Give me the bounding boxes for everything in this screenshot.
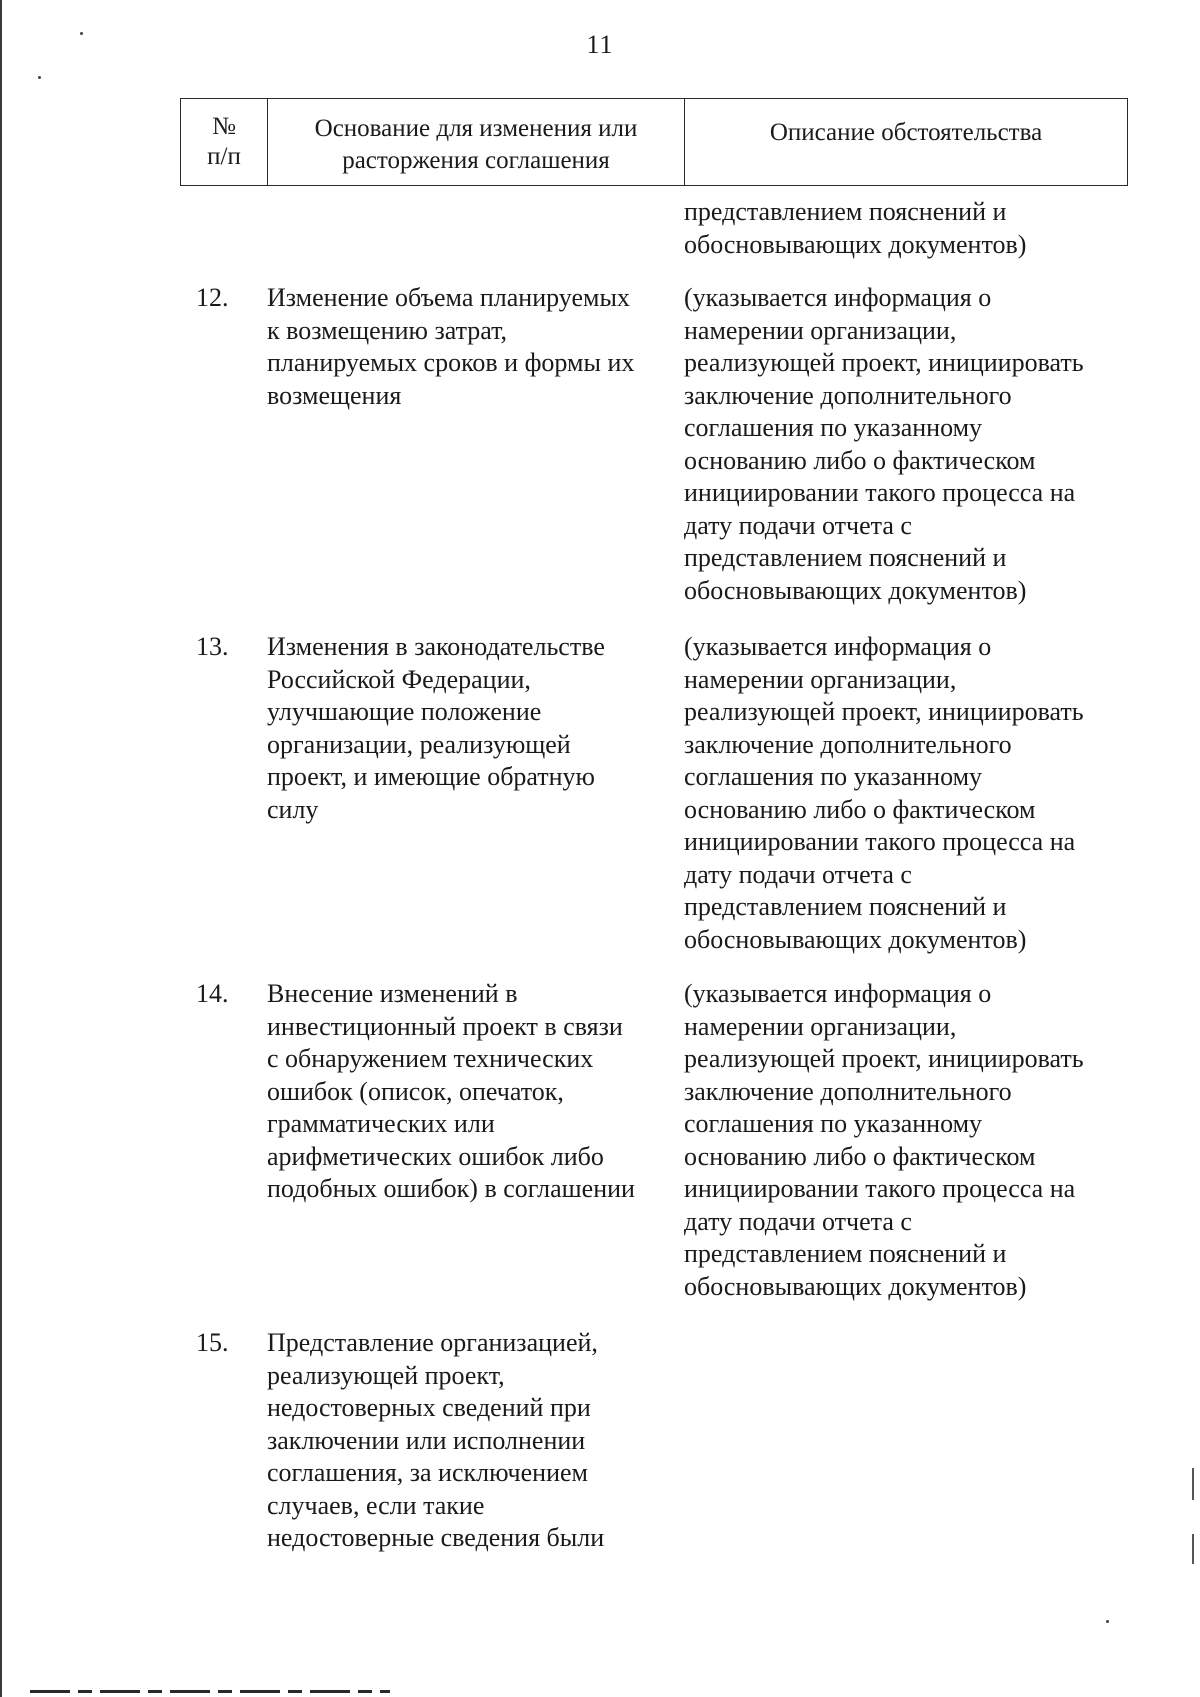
scan-speck	[1106, 1620, 1109, 1623]
scan-edge-mark	[1192, 1468, 1194, 1500]
text-line: ошибок (описок, опечаток,	[267, 1076, 564, 1106]
scan-speck	[38, 76, 41, 79]
text-line: Изменения в законодательстве	[267, 632, 605, 661]
text-line: дату подачи отчета с	[684, 859, 912, 889]
text-line: силу	[267, 794, 319, 824]
text-line: инвестиционный проект в связи	[267, 1011, 623, 1041]
text-line: инициировании такого процесса на	[684, 478, 1076, 507]
bottom-rule	[30, 1690, 390, 1693]
text-line: представлением пояснений и	[684, 543, 1007, 572]
text-line: обосновывающих документов)	[684, 924, 1027, 954]
row-description	[684, 978, 1154, 1303]
text-line: организации, реализующей	[267, 729, 571, 759]
text-line: соглашения по указанному	[684, 1109, 983, 1138]
text-line: Российской Федерации,	[267, 664, 531, 694]
row-number: 14.	[196, 979, 229, 1008]
text-line: соглашения, за исключением	[267, 1458, 588, 1487]
text-line: Представление организацией,	[267, 1328, 598, 1357]
header-text: Описание обстоятельства	[769, 119, 1043, 146]
text-line: возмещения	[267, 380, 402, 410]
header-basis-column	[268, 99, 685, 186]
text-line: случаев, если такие	[267, 1490, 485, 1520]
row-number: 12.	[196, 283, 229, 312]
text-line: реализующей проект, инициировать	[684, 348, 1084, 377]
text-line: недостоверные сведения были	[267, 1523, 605, 1552]
text-line: представлением пояснений и	[684, 197, 1007, 226]
text-line: к возмещению затрат,	[267, 315, 508, 345]
text-line: заключение дополнительного	[684, 729, 1012, 759]
text-line: заключение дополнительного	[684, 380, 1012, 410]
scan-edge-mark	[1192, 1534, 1194, 1564]
text-line: арифметических ошибок либо	[267, 1141, 604, 1171]
text-line: недостоверных сведений при	[267, 1393, 591, 1422]
text-line: обосновывающих документов)	[684, 229, 1027, 259]
text-line: реализующей проект, инициировать	[684, 1044, 1084, 1073]
row-basis	[267, 1327, 687, 1555]
row-basis	[267, 282, 687, 412]
text-line: обосновывающих документов)	[684, 1271, 1027, 1301]
text-line: подобных ошибок) в соглашении	[267, 1174, 635, 1203]
row-basis	[267, 631, 687, 826]
scan-margin-line	[0, 0, 2, 1697]
header-text: №	[212, 113, 236, 140]
text-line: реализующей проект,	[267, 1360, 505, 1390]
header-text: Основание для изменения или	[314, 115, 638, 142]
text-line: улучшающие положение	[267, 697, 542, 726]
row-number: 15.	[196, 1328, 229, 1357]
text-line: (указывается информация о	[684, 979, 992, 1008]
text-line: заключении или исполнении	[267, 1425, 586, 1455]
row-description	[684, 631, 1154, 956]
text-line: Изменение объема планируемых	[267, 283, 630, 312]
header-text: п/п	[207, 143, 241, 170]
text-line: (указывается информация о	[684, 283, 992, 312]
text-line: проект, и имеющие обратную	[267, 762, 595, 791]
text-line: с обнаружением технических	[267, 1044, 594, 1073]
text-line: основанию либо о фактическом	[684, 1141, 1036, 1171]
text-line: представлением пояснений и	[684, 892, 1007, 921]
text-line: (указывается информация о	[684, 632, 992, 661]
row-basis	[267, 978, 687, 1206]
header-description-column	[685, 99, 1128, 186]
text-line: намерении организации,	[684, 664, 957, 694]
text-line: инициировании такого процесса на	[684, 827, 1076, 856]
table-header	[180, 98, 1128, 186]
text-line: инициировании такого процесса на	[684, 1174, 1076, 1203]
row-description	[684, 196, 1154, 261]
text-line: реализующей проект, инициировать	[684, 697, 1084, 726]
row-number: 13.	[196, 632, 229, 661]
row-description	[684, 282, 1154, 607]
text-line: Внесение изменений в	[267, 979, 518, 1008]
text-line: грамматических или	[267, 1109, 495, 1138]
text-line: представлением пояснений и	[684, 1239, 1007, 1268]
page-number: 11	[586, 30, 614, 59]
text-line: соглашения по указанному	[684, 762, 983, 791]
text-line: дату подачи отчета с	[684, 1206, 912, 1236]
text-line: заключение дополнительного	[684, 1076, 1012, 1106]
header-text: расторжения соглашения	[342, 147, 610, 174]
text-line: планируемых сроков и формы их	[267, 348, 635, 377]
text-line: намерении организации,	[684, 1011, 957, 1041]
header-number-column	[181, 99, 268, 186]
text-line: соглашения по указанному	[684, 413, 983, 442]
text-line: намерении организации,	[684, 315, 957, 345]
text-line: дату подачи отчета с	[684, 510, 912, 540]
text-line: обосновывающих документов)	[684, 575, 1027, 605]
text-line: основанию либо о фактическом	[684, 794, 1036, 824]
text-line: основанию либо о фактическом	[684, 445, 1036, 475]
